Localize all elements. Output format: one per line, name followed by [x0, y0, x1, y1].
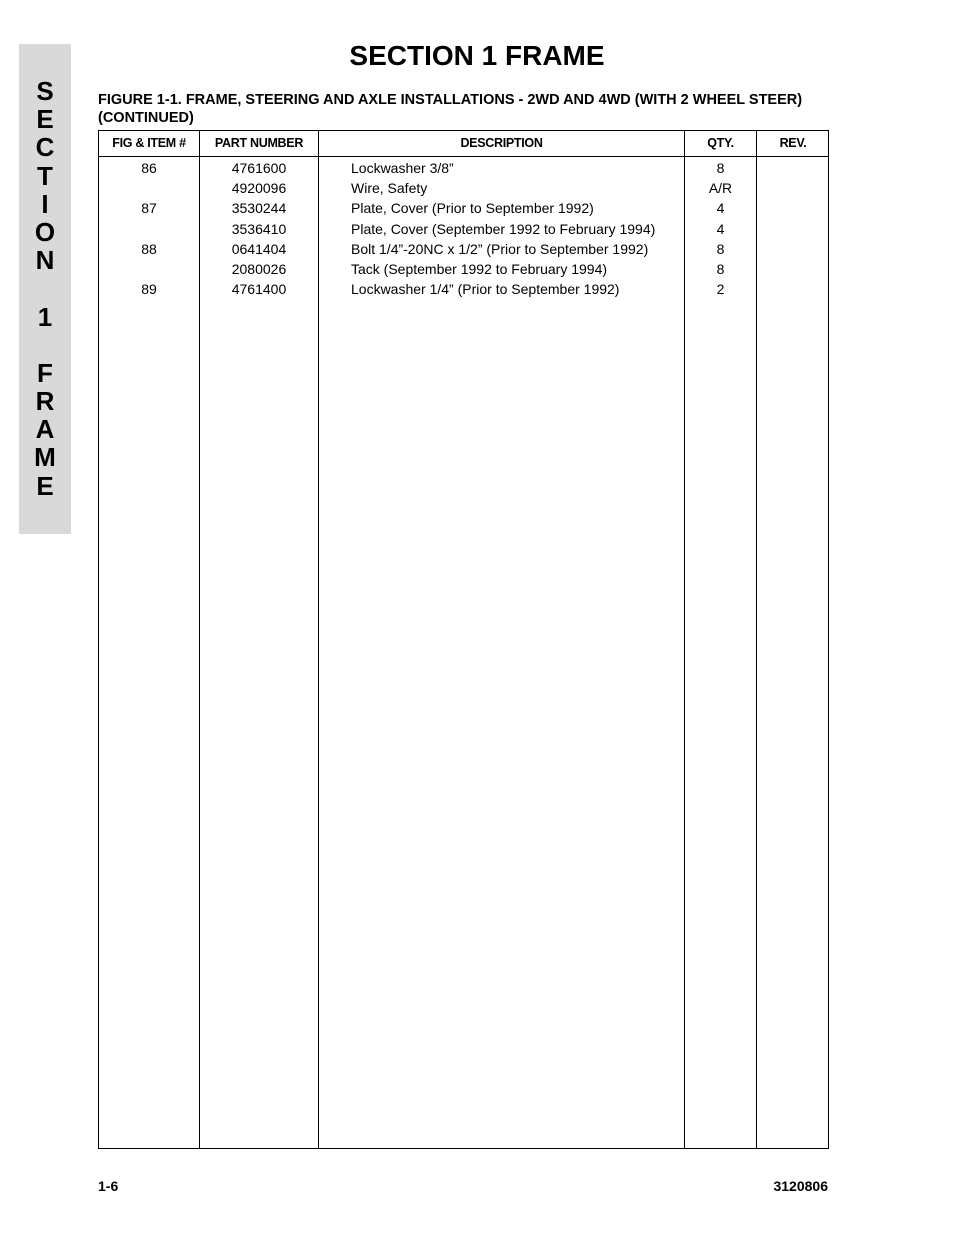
cell-part-number: 3536410 — [231, 220, 287, 237]
cell-qty: 8 — [716, 240, 725, 257]
cell-description: Plate, Cover (September 1992 to February 1994) — [351, 220, 656, 237]
side-tab-letter: M — [34, 442, 56, 473]
cell-part-number: 4761600 — [231, 160, 287, 176]
table-header-row — [99, 131, 828, 157]
cell-qty: A/R — [708, 180, 733, 197]
cell-qty: 4 — [716, 200, 725, 217]
parts-table — [98, 130, 829, 1149]
document-number: 3120806 — [773, 1178, 828, 1194]
table-row — [99, 219, 828, 239]
side-tab-letter: R — [35, 386, 55, 417]
cell-part-number: 4761400 — [231, 281, 287, 298]
table-row — [99, 239, 828, 259]
header-description: DESCRIPTION — [460, 136, 543, 150]
cell-part-number: 3530244 — [231, 200, 287, 217]
cell-qty: 8 — [716, 260, 725, 277]
header-fig-item: FIG & ITEM # — [112, 136, 186, 150]
cell-description: Lockwasher 3/8” — [351, 160, 454, 176]
side-tab-letter: C — [35, 132, 55, 163]
header-qty: QTY. — [707, 136, 734, 150]
page-title: SECTION 1 FRAME — [349, 40, 605, 71]
cell-description: Wire, Safety — [351, 180, 428, 197]
side-tab-letter: F — [37, 357, 53, 388]
table-row — [99, 198, 828, 218]
side-tab-letter: 1 — [37, 301, 53, 332]
side-tab-letter: E — [36, 470, 54, 501]
header-rev: REV. — [779, 136, 807, 150]
table-row — [99, 158, 828, 178]
cell-description: Bolt 1/4”-20NC x 1/2” (Prior to September 1992) — [351, 240, 649, 257]
side-tab-letter: A — [35, 414, 55, 445]
figure-title: FIGURE 1-1. FRAME, STEERING AND AXLE INSTALLATIONS - 2WD AND 4WD (WITH 2 WHEEL STEER) (CONTINUED) — [98, 92, 803, 126]
side-tab-letter: N — [35, 245, 55, 276]
cell-part-number: 0641404 — [231, 240, 287, 257]
cell-qty: 4 — [716, 220, 725, 237]
cell-fig-item: 88 — [141, 240, 157, 257]
header-part-number: PART NUMBER — [214, 136, 304, 150]
table-body — [99, 158, 828, 299]
side-tab-letter: O — [34, 216, 56, 247]
cell-fig-item: 86 — [141, 160, 157, 176]
table-row — [99, 259, 828, 279]
side-tab-letter: E — [36, 104, 54, 135]
cell-description: Tack (September 1992 to February 1994) — [351, 260, 608, 277]
section-side-tab — [19, 44, 71, 534]
page-number: 1-6 — [98, 1178, 119, 1194]
cell-part-number: 2080026 — [231, 260, 287, 277]
cell-qty: 2 — [716, 281, 725, 298]
cell-qty: 8 — [716, 160, 725, 176]
side-tab-letter: S — [36, 76, 54, 106]
cell-fig-item: 89 — [141, 281, 157, 298]
table-row — [99, 279, 828, 299]
cell-fig-item: 87 — [141, 200, 157, 217]
cell-description: Lockwasher 1/4” (Prior to September 1992) — [351, 281, 620, 298]
side-tab-letters — [19, 77, 71, 500]
cell-part-number: 4920096 — [231, 180, 287, 197]
cell-description: Plate, Cover (Prior to September 1992) — [351, 200, 594, 217]
side-tab-letter: I — [41, 188, 49, 219]
side-tab-letter: T — [37, 160, 53, 191]
table-row — [99, 178, 828, 198]
